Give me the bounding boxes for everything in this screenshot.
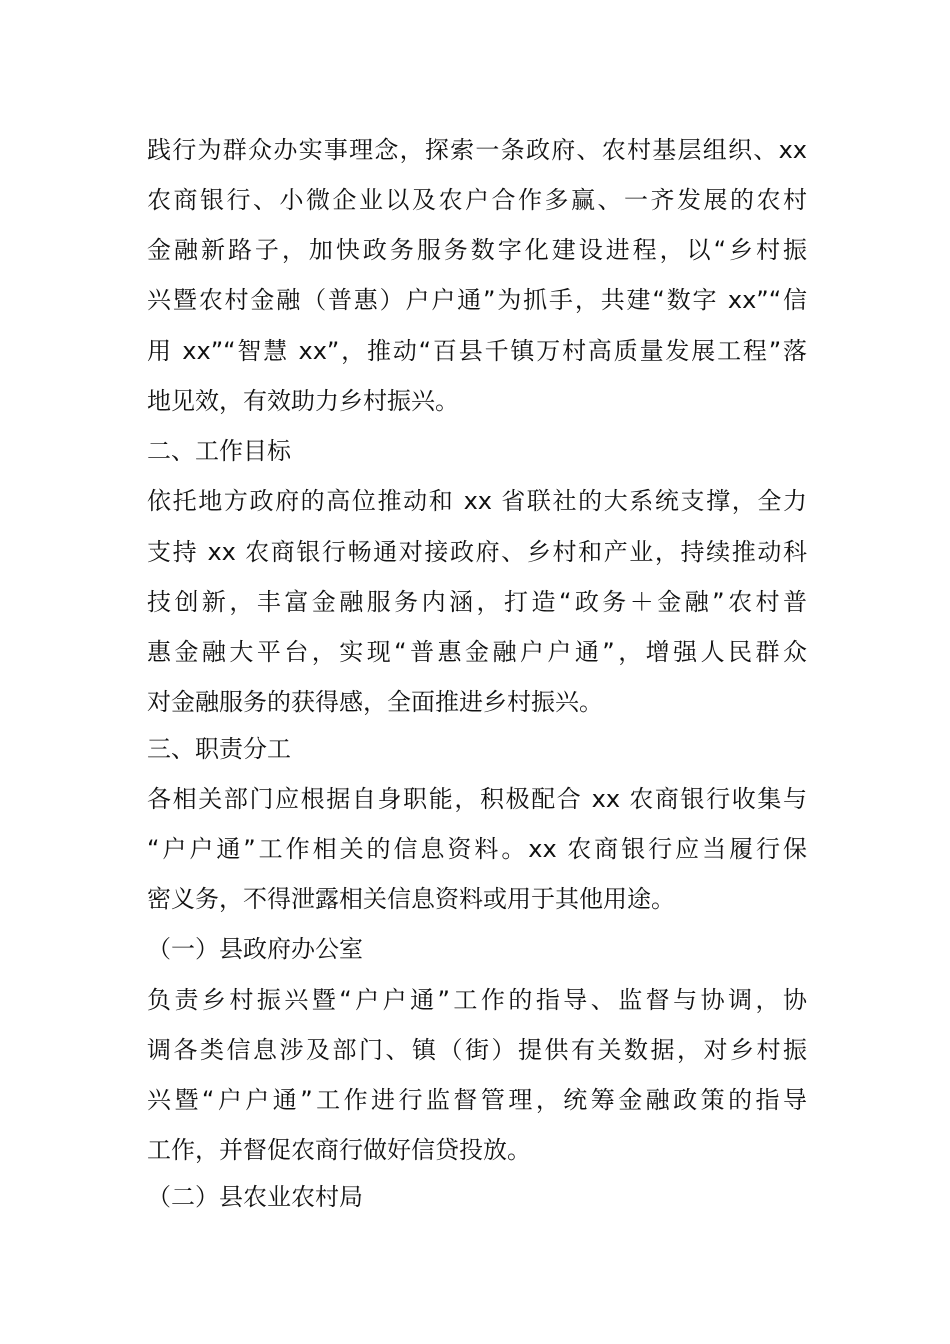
- text-line: 对金融服务的获得感，全面推进乡村振兴。: [147, 688, 603, 716]
- text-line: 工作，并督促农商行做好信贷投放。: [147, 1136, 531, 1164]
- text-line: 兴暨农村金融（普惠）户户通”为抓手，共建“数字 xx”“信: [147, 286, 807, 314]
- text-line: 用 xx”“智慧 xx”，推动“百县千镇万村高质量发展工程”落: [147, 337, 807, 365]
- text-line: 各相关部门应根据自身职能，积极配合 xx 农商银行收集与: [147, 785, 807, 813]
- text-line: 金融新路子，加快政务服务数字化建设进程，以“乡村振: [147, 236, 807, 264]
- text-line: 负责乡村振兴暨“户户通”工作的指导、监督与协调，协: [147, 986, 807, 1014]
- section-heading: 三、职责分工: [147, 735, 291, 763]
- subsection-heading: （二）县农业农村局: [147, 1183, 363, 1211]
- text-line: 农商银行、小微企业以及农户合作多赢、一齐发展的农村: [147, 186, 807, 214]
- text-line: 支持 xx 农商银行畅通对接政府、乡村和产业，持续推动科: [147, 538, 807, 566]
- text-line: 密义务，不得泄露相关信息资料或用于其他用途。: [147, 885, 675, 913]
- text-line: 依托地方政府的高位推动和 xx 省联社的大系统支撑，全力: [147, 487, 807, 515]
- text-line: 技创新，丰富金融服务内涵，打造“政务＋金融”农村普: [147, 588, 807, 616]
- text-line: 地见效，有效助力乡村振兴。: [147, 387, 459, 415]
- section-heading: 二、工作目标: [147, 437, 291, 465]
- text-line: 调各类信息涉及部门、镇（街）提供有关数据，对乡村振: [147, 1036, 807, 1064]
- text-line: “户户通”工作相关的信息资料。xx 农商银行应当履行保: [147, 835, 807, 863]
- text-line: 兴暨“户户通”工作进行监督管理，统筹金融政策的指导: [147, 1086, 807, 1114]
- text-line: 践行为群众办实事理念，探索一条政府、农村基层组织、xx: [147, 136, 807, 164]
- text-line: 惠金融大平台，实现“普惠金融户户通”，增强人民群众: [147, 638, 807, 666]
- subsection-heading: （一）县政府办公室: [147, 935, 363, 963]
